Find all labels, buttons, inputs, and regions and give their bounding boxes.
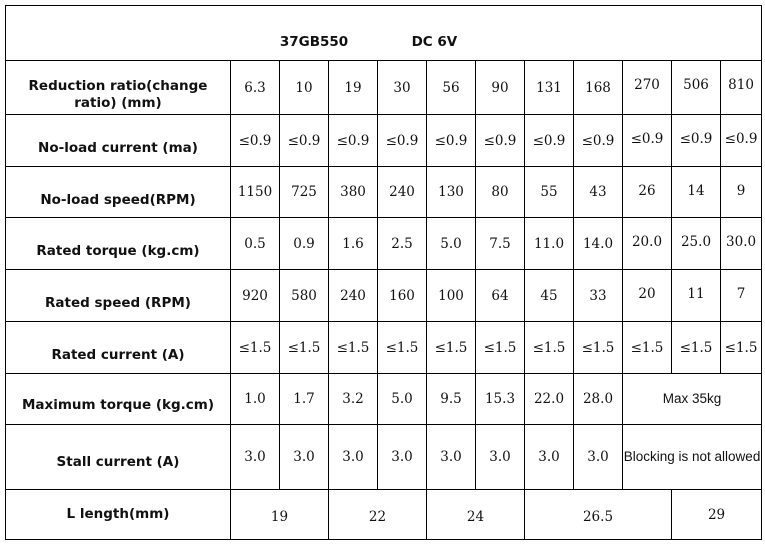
cell: ≤1.5 <box>231 322 280 374</box>
cell: 19 <box>329 61 378 115</box>
row-label: Reduction ratio(change ratio) (mm) <box>6 61 231 115</box>
cell: 1.6 <box>329 218 378 270</box>
cell: 26.5 <box>525 490 672 540</box>
cell: 45 <box>525 270 574 322</box>
cell: 3.2 <box>329 374 378 425</box>
cell: ≤1.5 <box>721 322 762 374</box>
cell: 15.3 <box>476 374 525 425</box>
cell: 240 <box>329 270 378 322</box>
cell: 2.5 <box>378 218 427 270</box>
cell: ≤1.5 <box>427 322 476 374</box>
cell: 6.3 <box>231 61 280 115</box>
cell: 131 <box>525 61 574 115</box>
cell: 22 <box>329 490 427 540</box>
row-label: L length(mm) <box>6 490 231 540</box>
cell: 29 <box>672 490 762 540</box>
cell: 0.5 <box>231 218 280 270</box>
cell: ≤0.9 <box>525 115 574 167</box>
cell: ≤1.5 <box>672 322 721 374</box>
cell: 30 <box>378 61 427 115</box>
cell: 11 <box>672 270 721 322</box>
cell: ≤0.9 <box>329 115 378 167</box>
cell: 920 <box>231 270 280 322</box>
cell: 30.0 <box>721 218 762 270</box>
table-row <box>6 270 762 322</box>
row-label <box>6 218 231 270</box>
cell: 56 <box>427 61 476 115</box>
cell: ≤0.9 <box>378 115 427 167</box>
cell: 380 <box>329 167 378 218</box>
cell: 22.0 <box>525 374 574 425</box>
cell: ≤0.9 <box>427 115 476 167</box>
cell: 9 <box>721 167 762 218</box>
table-header <box>6 6 762 61</box>
row-label: Rated speed (RPM) <box>6 270 231 322</box>
row-label: Rated current (A) <box>6 322 231 374</box>
cell: 14.0 <box>574 218 623 270</box>
cell: 55 <box>525 167 574 218</box>
cell: 3.0 <box>574 425 623 490</box>
cell: 64 <box>476 270 525 322</box>
cell: 168 <box>574 61 623 115</box>
table-row <box>6 322 762 374</box>
cell: 810 <box>721 61 762 115</box>
row-label: Stall current (A) <box>6 425 231 490</box>
cell: 240 <box>378 167 427 218</box>
cell: 14 <box>672 167 721 218</box>
cell: ≤1.5 <box>623 322 672 374</box>
cell: 33 <box>574 270 623 322</box>
cell: 3.0 <box>329 425 378 490</box>
cell: 3.0 <box>280 425 329 490</box>
cell: ≤0.9 <box>672 115 721 167</box>
cell: 506 <box>672 61 721 115</box>
model-name: 37GB550 <box>279 34 349 50</box>
cell: 580 <box>280 270 329 322</box>
cell: 28.0 <box>574 374 623 425</box>
table-row <box>6 425 762 490</box>
cell: ≤0.9 <box>574 115 623 167</box>
cell: 5.0 <box>378 374 427 425</box>
row-label: No-load speed(RPM) <box>6 167 231 218</box>
motor-spec-table <box>5 5 762 540</box>
cell: ≤1.5 <box>378 322 427 374</box>
cell: 3.0 <box>476 425 525 490</box>
cell: 90 <box>476 61 525 115</box>
cell: 9.5 <box>427 374 476 425</box>
cell: 80 <box>476 167 525 218</box>
table-row <box>6 374 762 425</box>
voltage-label: DC 6V <box>411 34 458 50</box>
cell: ≤1.5 <box>525 322 574 374</box>
cell: 26 <box>623 167 672 218</box>
cell: 160 <box>378 270 427 322</box>
cell: ≤0.9 <box>476 115 525 167</box>
table-row <box>6 115 762 167</box>
row-label: No-load current (ma) <box>6 115 231 167</box>
cell: 0.9 <box>280 218 329 270</box>
cell: ≤1.5 <box>574 322 623 374</box>
cell: 3.0 <box>378 425 427 490</box>
cell: 1.0 <box>231 374 280 425</box>
cell: ≤1.5 <box>280 322 329 374</box>
cell: 3.0 <box>525 425 574 490</box>
row-label-text: Rated torque (kg.cm) <box>36 243 200 259</box>
cell: 3.0 <box>427 425 476 490</box>
stall-current-note: Blocking is not allowed <box>623 425 762 490</box>
cell: 20.0 <box>623 218 672 270</box>
cell: 24 <box>427 490 525 540</box>
cell: 270 <box>623 61 672 115</box>
cell: ≤1.5 <box>329 322 378 374</box>
cell: 19 <box>231 490 329 540</box>
cell: ≤0.9 <box>280 115 329 167</box>
table-row <box>6 218 762 270</box>
cell: 3.0 <box>231 425 280 490</box>
cell: 7 <box>721 270 762 322</box>
cell: 100 <box>427 270 476 322</box>
max-torque-note: Max 35kg <box>623 374 762 425</box>
cell: 130 <box>427 167 476 218</box>
cell: 7.5 <box>476 218 525 270</box>
table-row <box>6 490 762 540</box>
cell: 20 <box>623 270 672 322</box>
cell: ≤0.9 <box>623 115 672 167</box>
cell: 25.0 <box>672 218 721 270</box>
cell: 1150 <box>231 167 280 218</box>
cell: ≤0.9 <box>231 115 280 167</box>
row-label: Maximum torque (kg.cm) <box>6 374 231 425</box>
cell: 1.7 <box>280 374 329 425</box>
cell: 5.0 <box>427 218 476 270</box>
table-row <box>6 61 762 115</box>
cell: 43 <box>574 167 623 218</box>
cell: 10 <box>280 61 329 115</box>
cell: ≤0.9 <box>721 115 762 167</box>
table-row <box>6 167 762 218</box>
cell: ≤1.5 <box>476 322 525 374</box>
table-header-row <box>6 6 762 61</box>
cell: 11.0 <box>525 218 574 270</box>
cell: 725 <box>280 167 329 218</box>
